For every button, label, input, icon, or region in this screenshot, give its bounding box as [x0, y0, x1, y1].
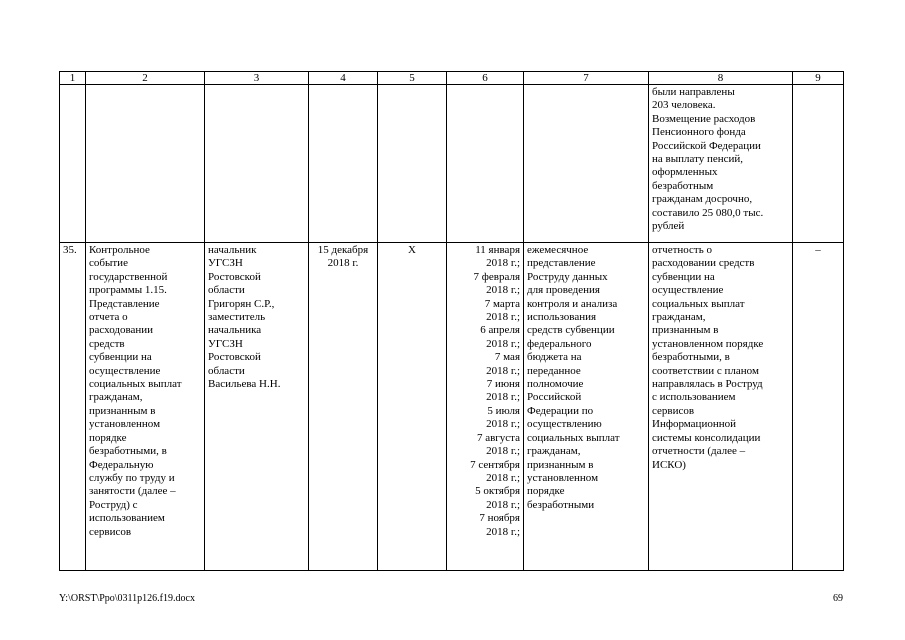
event-name-cell: Контрольное событие государственной программы 1.15. Представление отчета о расходовании средств субвенции на осуществление социальных выплат гражданам, признанным в установленном порядке безработными, в Федеральную службу по труду и занятости (далее – Роструд) с использованием сервисов	[86, 243, 205, 571]
col5-cell: Х	[378, 243, 447, 571]
cont-result-cell: были направлены 203 человека. Возмещение расходов Пенсионного фонда Российской Федерации на выплату пенсий, оформленных безработным гражданам досрочно, составило 25 080,0 тыс. рублей	[649, 85, 793, 243]
program-table	[59, 71, 844, 571]
cont-cell-7	[524, 85, 649, 243]
col-header-5: 5	[378, 72, 447, 85]
row-number: 35.	[60, 243, 86, 571]
result-cell: отчетность о расходовании средств субвенции на осуществление социальных выплат гражданам, признанным в установленном порядке безработными, в соответствии с планом направлялась в Роструд с использованием сервисов Информационной системы консолидации отчетности (далее – ИСКО)	[649, 243, 793, 571]
responsible-cell: начальник УГСЗН Ростовской области Григорян С.Р., заместитель начальника УГСЗН Ростовской области Васильева Н.Н.	[205, 243, 309, 571]
file-path-footer: Y:\ORST\Ppo\0311p126.f19.docx	[59, 593, 195, 604]
cont-cell-9	[793, 85, 844, 243]
cont-cell-3	[205, 85, 309, 243]
col-header-8: 8	[649, 72, 793, 85]
continued-row	[60, 85, 844, 243]
cont-cell-5	[378, 85, 447, 243]
description-cell: ежемесячное представление Роструду данных для проведения контроля и анализа использования средств субвенции федерального бюджета на переданное полномочие Российской Федерации по осуществлению социальных выплат гражданам, признанным в установленном порядке безработными	[524, 243, 649, 571]
actual-dates-cell: 11 января 2018 г.; 7 февраля 2018 г.; 7 марта 2018 г.; 6 апреля 2018 г.; 7 мая 2018 г.; 7 июня 2018 г.; 5 июля 2018 г.; 7 августа 2018 г.; 7 сентября 2018 г.; 5 октября 2018 г.; 7 ноября 2018 г.;	[447, 243, 524, 571]
col-header-1: 1	[60, 72, 86, 85]
col-header-3: 3	[205, 72, 309, 85]
col-header-9: 9	[793, 72, 844, 85]
cont-cell-2	[86, 85, 205, 243]
deadline-cell: 15 декабря 2018 г.	[309, 243, 378, 571]
page-number: 69	[833, 593, 843, 604]
col-header-7: 7	[524, 72, 649, 85]
column-number-row	[60, 72, 844, 85]
cont-cell-6	[447, 85, 524, 243]
cont-cell-1	[60, 85, 86, 243]
col-header-6: 6	[447, 72, 524, 85]
col9-cell: –	[793, 243, 844, 571]
cont-cell-4	[309, 85, 378, 243]
table-row-35	[60, 243, 844, 571]
col-header-2: 2	[86, 72, 205, 85]
col-header-4: 4	[309, 72, 378, 85]
